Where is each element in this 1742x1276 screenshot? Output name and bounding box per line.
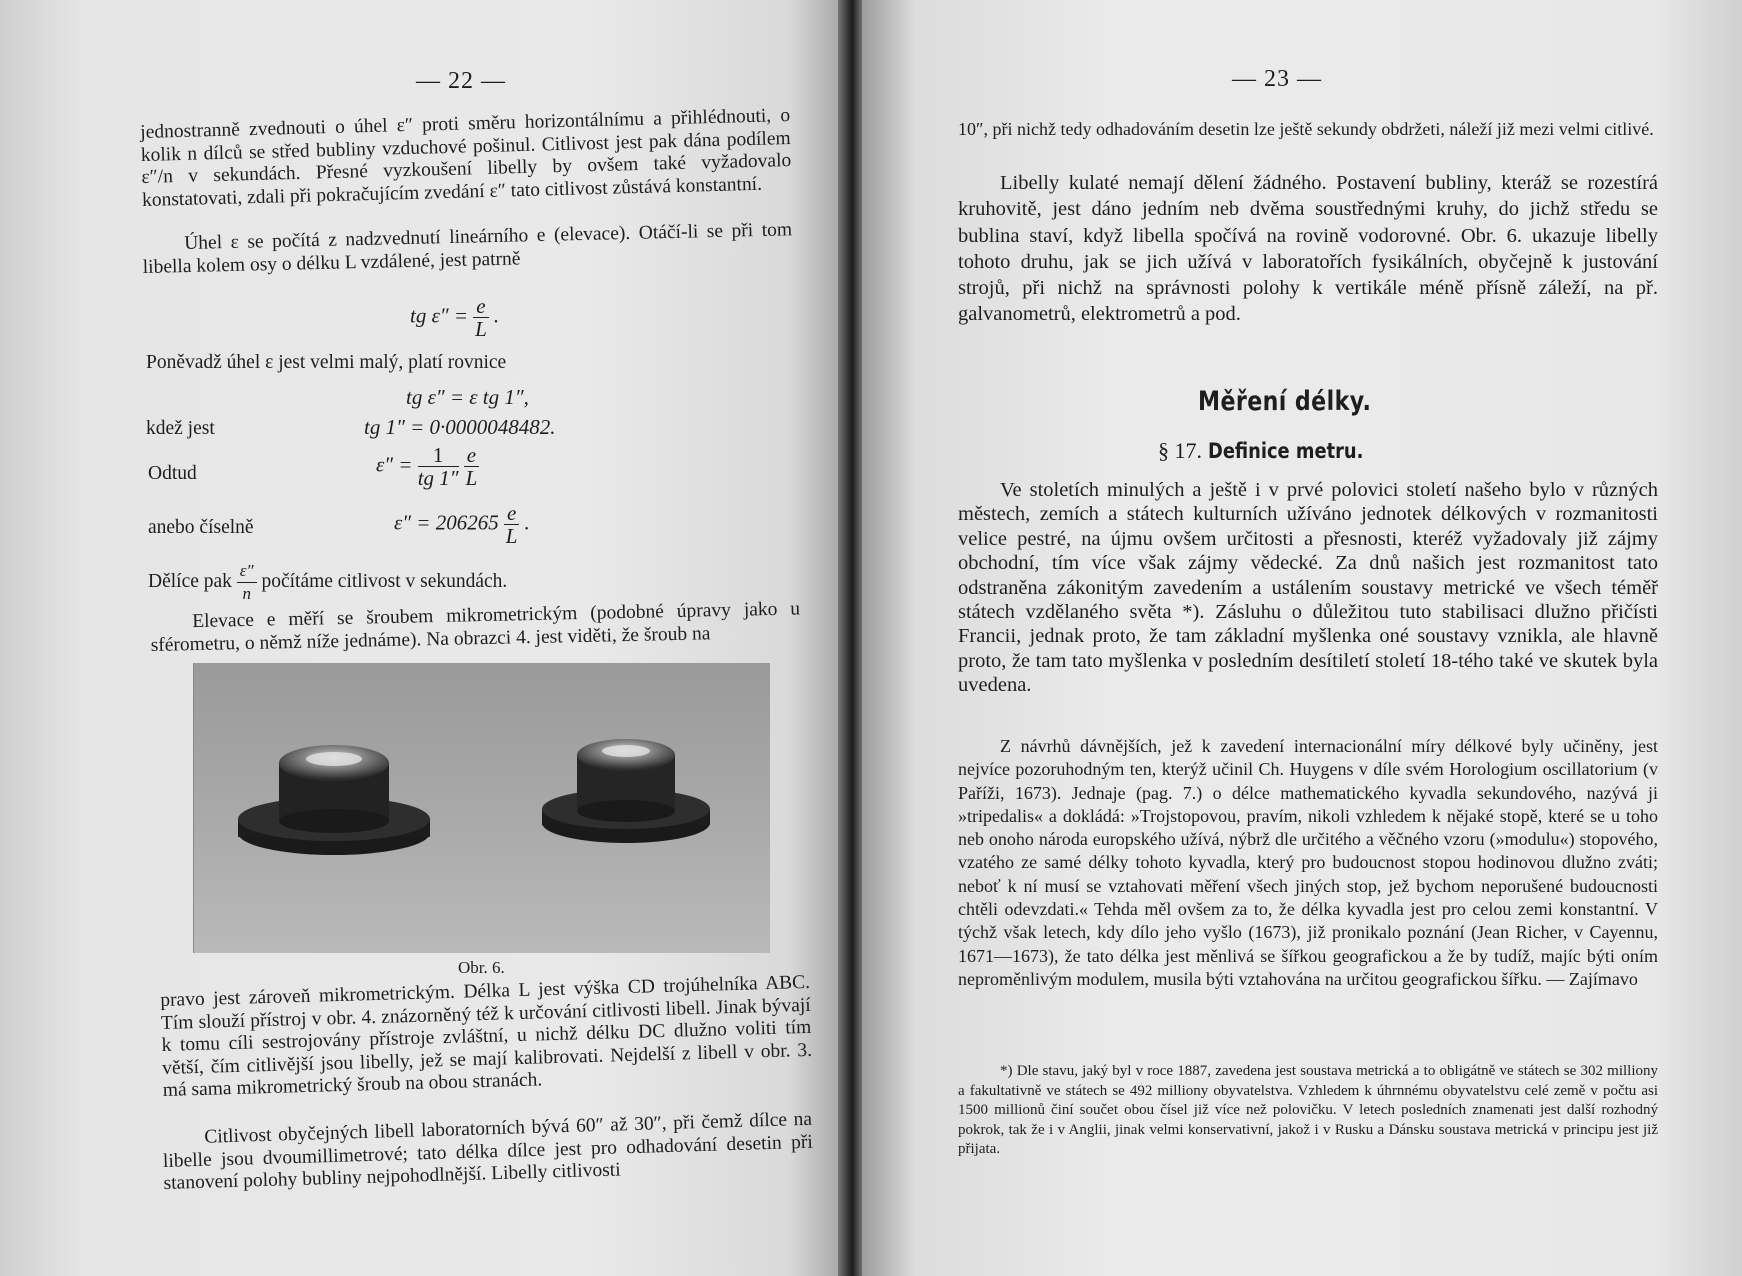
equation: tg 1″ = 0·0000048482. [364, 415, 556, 439]
right-page [862, 0, 1742, 1276]
equation-label: Odtud [148, 463, 197, 484]
paragraph: Poněvadž úhel ε jest velmi malý, platí rovnice [146, 352, 507, 373]
equation-end: . [493, 303, 500, 328]
left-page [0, 0, 840, 1276]
fraction-denominator: L [465, 466, 478, 490]
fraction-numerator: e [473, 295, 488, 318]
paragraph: Úhel ε se počítá z nadzvednutí lineárního e (elevace). Otáčí-li se při tom libella kolem osy o délku L vzdálené, jest patrně [142, 219, 793, 278]
figure-caption: Obr. 6. [458, 958, 505, 977]
subsection-title: Definice metru. [1207, 439, 1363, 463]
fraction-denominator: L [475, 317, 487, 341]
fraction [473, 295, 488, 340]
paragraph: 10″, při nichž tedy odhadováním desetin lze ještě sekundy obdržeti, náleží již mezi velmi citlivé. [958, 119, 1654, 139]
paragraph: Libelly kulaté nemají dělení žádného. Postavení bubliny, kteráž se rozestírá kruhovitě, jest dáno jedním neb dvěma soustřednými kruhy, do jichž středu se bublina staví, když libella spočívá na rovině vodorovné. Obr. 6. ukazuje libelly tohoto druhu, jak se jich užívá v laboratořích fysikálních, obyčejně k justování strojů, při nichž na správnosti polohy k vertikále méně přísně záleží, na př. galvanometrů, elektrometrů a pod. [958, 172, 1658, 326]
page-number: — 23 — [1232, 66, 1322, 92]
paragraph: pravo jest zároveň mikrometrickým. Délka L jest výška CD trojúhelníka ABC. Tím slouží přístroj v obr. 4. znázorněný též k určování citlivosti libell. Jinak bývají k tomu cíli sestrojovány přístroje zvláštní, u nichž délku DC dlužno voliti tím větší, čím citlivější jsou libelly, jež se mají kalibrovati. Nejdelší z libell v obr. 3. má sama mikrometrický šroub na obou stranách. [160, 971, 813, 1101]
fraction-numerator: e [464, 444, 479, 467]
equation [410, 295, 499, 340]
book-gutter [838, 0, 864, 1276]
fraction-denominator: L [505, 524, 518, 548]
section-title: Měření délky. [1198, 386, 1372, 417]
fraction-denominator: n [242, 584, 251, 603]
page-number: — 22 — [416, 68, 506, 94]
fraction-numerator: e [504, 502, 519, 525]
paragraph: Elevace e měří se šroubem mikrometrickým (podobné úpravy jako u sférometru, o němž níže jednáme). Na obrazci 4. jest viděti, že šroub na [150, 598, 801, 656]
paragraph: Citlivost obyčejných libell laboratorních bývá 60″ až 30″, při čemž dílce na libelle jsou dvoumillimetrové; tato délka dílce jest pro odhadování desetin při stanovení polohy bubliny nejpohodlnější. Libelly citlivosti [162, 1108, 814, 1194]
equation-lhs: ε″ = [376, 452, 413, 477]
paragraph [148, 560, 788, 605]
footnote: *) Dle stavu, jaký byl v roce 1887, zavedena jest soustava metrická a to obligátně ve státech se 302 milliony a fakultativně ve státech se 492 milliony obyvatelstva. Vzhledem k úhrnnému obyvatelstvu celé země v počtu asi 1500 millionů činí součet obou čísel již více než polovičku. V letech posledních znamenati jest další rozhodný pokrok, tak že i v Anglii, jinak velmi konservativní, jakož i v Rusku a Dánsku soustava metrická v principu jest již přijata. [958, 1063, 1658, 1157]
equation-lhs: ε″ = 206265 [394, 510, 499, 535]
equation [376, 444, 479, 489]
text-fragment: počítáme citlivost v sekundách. [261, 570, 508, 592]
equation-end: . [524, 510, 530, 535]
fraction-numerator: 1 [418, 444, 459, 467]
equation-label: anebo číselně [148, 517, 254, 538]
fraction-denominator: tg 1″ [417, 466, 459, 490]
paragraph: Ve stoletích minulých a ještě i v prvé polovici století našeho bylo v různých městech, zemích a státech kulturních užíváno jednotek délkových v rozmanitosti velice pestré, na újmu ovšem určitosti a přesnosti, kteréž vyžadovaly již zájmy obchodní, tím více však zájmy vědecké. Za dnů našich jest rozmanitost tato odstraněna zákonitým zavedením a ustálením soustavy metrické ve všech téměř státech vzdělaného světa *). Zásluhu o důležitou tuto stabilisaci dlužno přičísti Francii, jednak proto, že tam základní myšlenka oné soustavy vznikla, ale hlavně proto, že tam tato myšlenka v posledním desítiletí století 18-tého také ve skutek byla uvedena. [958, 479, 1658, 697]
paragraph: Z návrhů dávnějších, jež k zavedení internacionální míry délkové byly učiněny, jest nejvíce pozoruhodným ten, kterýž učinil Ch. Huygens v díle svém Horologium oscillatorium (v Paříži, 1673). Jednaje (pag. 7.) o délce mathematického kyvadla sekundového, nazývá ji »tripedalis« a dokládá: »Trojstopovou, pravím, nikoli vzhledem k nějaké stopě, které se u toho neb onoho národa europského užívá, nýbrž dle určitého a věčného vzoru (»modulu«) stopového, vzatého ze samé délky tohoto kyvadla, který pro budoucnost stopou hodinovou dlužno zváti; neboť k ní musí se vztahovati měření všech jiných stop, jež bychom neporušené budoucnosti chtěli odevzdati.« Tehda měl ovšem za to, že délka kyvadla jest pro celou zemi konstantní. V týchž však letech, kdy dílo jeho vyšlo (1673), již pronikalo poznání (Jean Richer, v Cayennu, 1671—1673), že tato délka jest měnlivá se šířkou geografickou a že by tudíž, majíc býti oním neproměnlivým modulem, musila býti vztahována na určitou geografickou šířku. — Zajímavo [958, 736, 1658, 989]
fraction [504, 502, 519, 547]
fraction [418, 444, 459, 489]
circular-levels-image [194, 663, 770, 953]
fraction-numerator: ε″ [237, 560, 257, 583]
subsection-heading [1158, 438, 1390, 464]
section-number: § 17. [1158, 438, 1202, 463]
equation [394, 502, 530, 547]
text-fragment: Dělíce pak [148, 570, 232, 592]
equation: tg ε″ = ε tg 1″, [406, 385, 529, 409]
paragraph: jednostranně zvednouti o úhel ε″ proti směru horizontálnímu a přihlédnouti, o kolik n dílců se střed bubliny vzduchové pošinul. Citlivost jest pak dána podílem ε″/n v sekundách. Přesné vyzkoušení libelly by ovšem také vyžadovalo konstatovati, zdali při pokračujícím zvedání ε″ tato citlivost zůstává konstantní. [140, 104, 792, 211]
fraction [237, 560, 257, 605]
figure-photo [193, 663, 770, 953]
equation-lhs: tg ε″ = [410, 303, 469, 328]
equation-label: kdež jest [146, 418, 215, 439]
fraction [464, 444, 479, 489]
